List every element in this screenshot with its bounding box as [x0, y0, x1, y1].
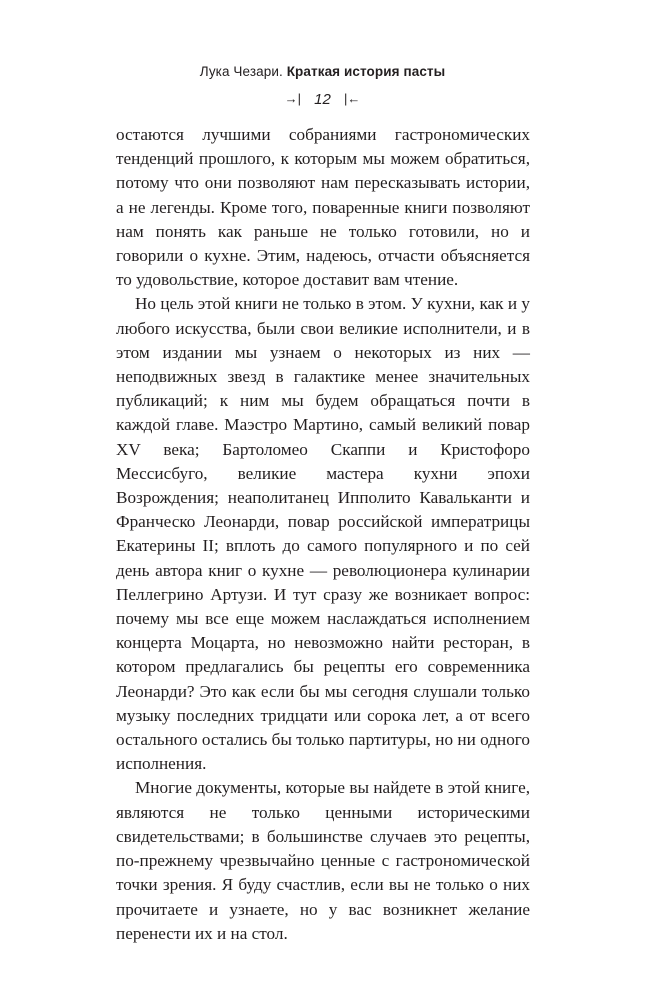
page-folio [0, 89, 645, 110]
paragraph: остаются лучшими собраниями гастрономических тенденций прошлого, к которым мы можем обратиться, потому что они позволяют нам пересказывать истории, а не легенды. Кроме того, поваренные книги позволяют нам понять как раньше не только готовили, но и говорили о кухне. Этим, надеюсь, отчасти объясняется то удовольствие, которое доставит вам чтение. [116, 125, 530, 290]
arrow-left-from-bar-icon: |← [344, 91, 361, 106]
running-head-title: Краткая история пасты [286, 64, 446, 79]
running-head-author: Лука Чезари. [199, 64, 283, 79]
running-head [0, 63, 645, 81]
page-number: 12 [314, 91, 331, 108]
paragraph: Но цель этой книги не только в этом. У кухни, как и у любого искусства, были свои великие исполнители, и в этом издании мы узнаем о некоторых из них — неподвижных звезд в галактике менее значительных публикаций; к ним мы будем обращаться почти в каждой главе. Маэстро Мартино, самый великий повар XV века; Бартоломео Скаппи и Кристофоро Мессисбуго, великие мастера кухни эпохи Возрождения; неаполитанец Ипполито Кавальканти и Франческо Леонарди, повар российской императрицы Екатерины II; вплоть до самого популярного и по сей день автора книг о кухне — революционера кулинарии Пеллегрино Артузи. И тут сразу же возникает вопрос: почему мы все еще можем наслаждаться исполнением концерта Моцарта, но невозможно найти ресторан, в котором предлагались бы рецепты его современника Леонарди? Это как если бы мы сегодня слушали только музыку последних тридцати или сорока лет, а от всего остального остались бы только партитуры, но ни одного исполнения. [116, 294, 530, 774]
arrow-right-to-bar-icon: →| [284, 91, 301, 106]
body-text [116, 123, 530, 946]
paragraph: Многие документы, которые вы найдете в этой книге, являются не только ценными историческими свидетельствами; в большинстве случаев это рецепты, по-прежнему чрезвычайно ценные с гастрономической точки зрения. Я буду счастлив, если вы не только о них прочитаете и узнаете, но у вас возникнет желание перенести их и на стол. [116, 778, 530, 943]
